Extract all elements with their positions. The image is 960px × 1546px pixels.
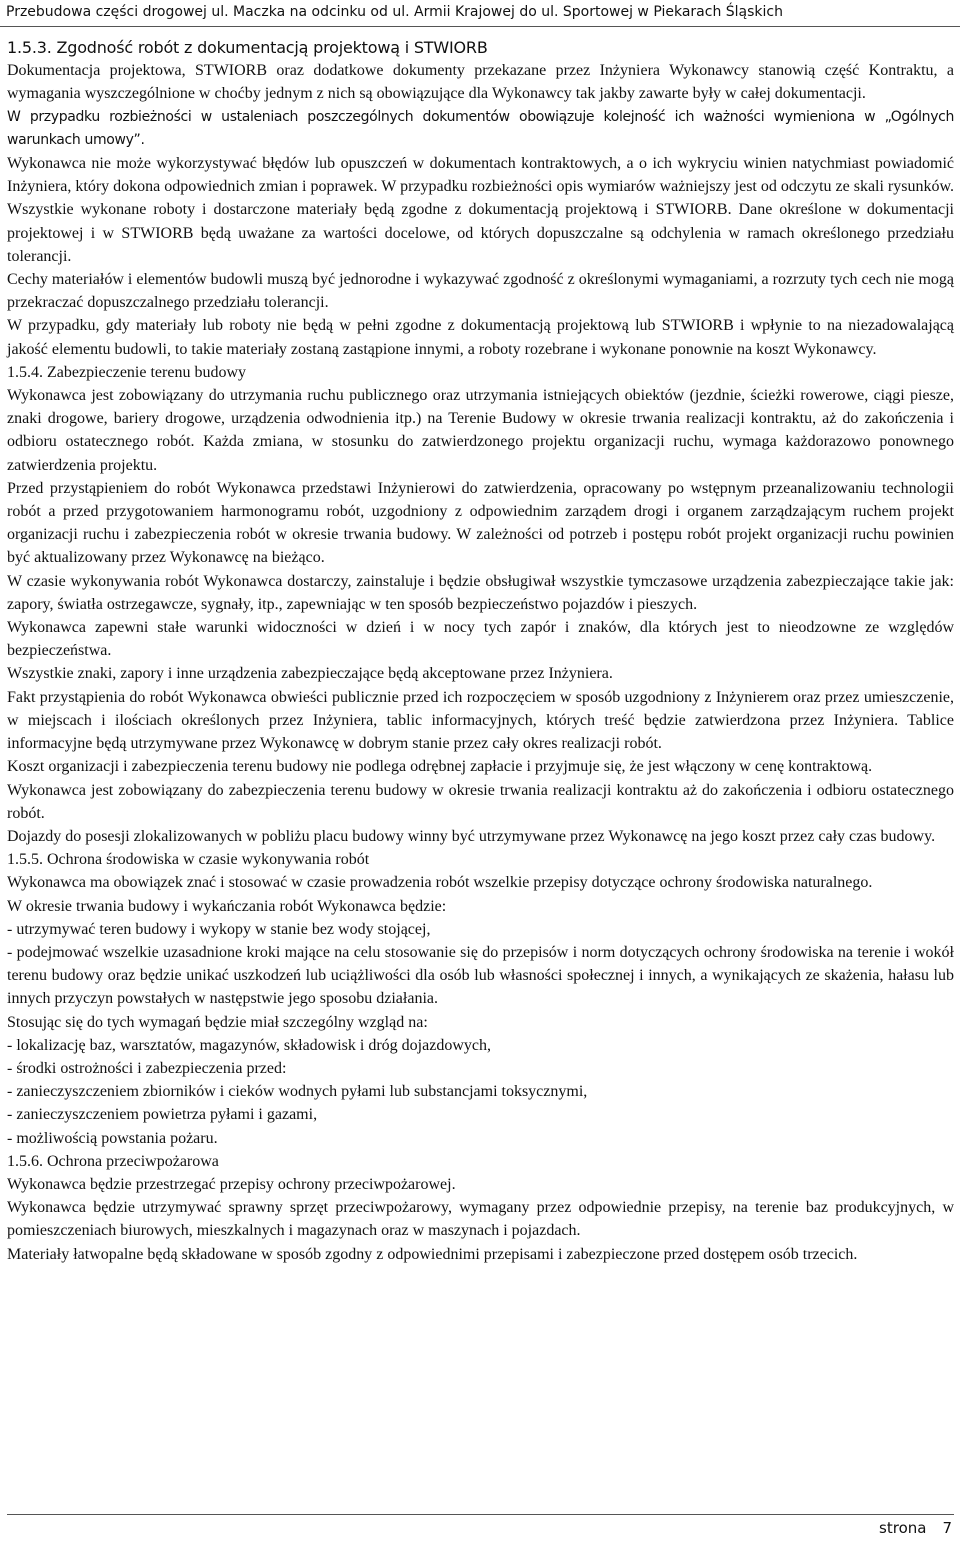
- paragraph: Materiały łatwopalne będą składowane w sposób zgodny z odpowiednimi przepisami i zabezpieczone przed dostępem osób trzecich.: [7, 1245, 858, 1263]
- list-item: - zanieczyszczeniem powietrza pyłami i gazami,: [7, 1106, 318, 1124]
- section-heading-1-5-4: 1.5.4. Zabezpieczenie terenu budowy: [7, 363, 247, 381]
- list-item: - podejmować wszelkie uzasadnione kroki mające na celu stosowanie się do przepisów i norm dotyczących ochrony środowiska na terenie i wokół terenu budowy oraz będzie unikać uszkodzeń lub uciążliwości dla osób lub własności społecznej i innych, a wynikających ze skażenia, hałasu lub innych przyczyn powstałych w następstwie jego sposobu działania.: [7, 943, 954, 1008]
- paragraph: Wykonawca ma obowiązek znać i stosować w czasie prowadzenia robót wszelkie przepisy dotyczące ochrony środowiska naturalnego.: [7, 874, 873, 892]
- list-item: - utrzymywać teren budowy i wykopy w stanie bez wody stojącej,: [7, 920, 431, 938]
- paragraph: W przypadku, gdy materiały lub roboty nie będą w pełni zgodne z dokumentacją projektową lub STWIORB i wpłynie to na niezadowalającą jakość elementu budowli, to takie materiały zostaną zastąpione innymi, a roboty rozebrane i wykonane ponownie na koszt Wykonawcy.: [7, 317, 954, 358]
- footer-rule: [7, 1514, 954, 1515]
- paragraph: Stosując się do tych wymagań będzie miał szczególny wzgląd na:: [7, 1013, 428, 1031]
- paragraph: Wszystkie znaki, zapory i inne urządzenia zabezpieczające będą akceptowane przez Inżyniera.: [7, 665, 613, 683]
- paragraph: W okresie trwania budowy i wykańczania robót Wykonawca będzie:: [7, 897, 447, 915]
- header-title: Przebudowa części drogowej ul. Maczka na odcinku od ul. Armii Krajowej do ul. Sportowej w Piekarach Śląskich: [6, 4, 783, 20]
- paragraph: W przypadku rozbieżności w ustaleniach poszczególnych dokumentów obowiązuje kolejność ich ważności wymieniona w „Ogólnych warunkach umowy”.: [7, 108, 954, 148]
- paragraph: Koszt organizacji i zabezpieczenia terenu budowy nie podlega odrębnej zapłacie i przyjmuje się, że jest włączony w cenę kontraktową.: [7, 758, 873, 776]
- paragraph: Fakt przystąpienia do robót Wykonawca obwieści publicznie przed ich rozpoczęciem w sposób uzgodniony z Inżynierem oraz przez umieszczenie, w miejscach i ilościach określonych przez Inżyniera, tablic informacyjnych, których treść będzie zatwierdzona przez Inżyniera. Tablice informacyjne będą utrzymywane przez Wykonawcę w dobrym stanie przez cały okres realizacji robót.: [7, 688, 954, 753]
- paragraph: Wykonawca będzie utrzymywać sprawny sprzęt przeciwpożarowy, wymagany przez odpowiednie przepisy, na terenie baz produkcyjnych, w pomieszczeniach biurowych, mieszkalnych i magazynach oraz w maszynach i pojazdach.: [7, 1199, 954, 1240]
- list-item: - zanieczyszczeniem zbiorników i cieków wodnych pyłami lub substancjami toksycznymi,: [7, 1083, 588, 1101]
- page-header: [0, 0, 960, 27]
- paragraph: Dojazdy do posesji zlokalizowanych w pobliżu placu budowy winny być utrzymywane przez Wykonawcę na jego koszt przez cały czas budowy.: [7, 827, 936, 845]
- paragraph: Wykonawca będzie przestrzegać przepisy ochrony przeciwpożarowej.: [7, 1175, 456, 1193]
- list-item: - środki ostrożności i zabezpieczenia przed:: [7, 1059, 287, 1077]
- paragraph: Wykonawca jest zobowiązany do zabezpieczenia terenu budowy w okresie trwania realizacji kontraktu aż do zakończenia i odbioru ostatecznego robót.: [7, 781, 954, 822]
- page-footer: [879, 1518, 952, 1538]
- paragraph: Dokumentacja projektowa, STWIORB oraz dodatkowe dokumenty przekazane przez Inżyniera Wykonawcy stanowią część Kontraktu, a wymagania wyszczególnione w choćby jednym z nich są obowiązujące dla Wykonawcy tak jakby zawarte były w całej dokumentacji.: [7, 62, 954, 103]
- paragraph: Przed przystąpieniem do robót Wykonawca przedstawi Inżynierowi do zatwierdzenia, opracowany po wstępnym przeanalizowaniu technologii robót a przed przygotowaniem harmonogramu robót, uzgodniony z odpowiednim zarządem drogi i organem zarządzającym ruchem projekt organizacji ruchu i zabezpieczenia robót w okresie trwania budowy. W zależności od potrzeb i postępu robót projekt organizacji ruchu powinien być aktualizowany przez Wykonawcę na bieżąco.: [7, 479, 954, 567]
- page-label: strona: [879, 1519, 927, 1537]
- paragraph: W czasie wykonywania robót Wykonawca dostarczy, zainstaluje i będzie obsługiwał wszystkie tymczasowe urządzenia zabezpieczające takie jak: zapory, światła ostrzegawcze, sygnały, itp., zapewniając w ten sposób bezpieczeństwo pojazdów i pieszych.: [7, 572, 954, 613]
- list-item: - możliwością powstania pożaru.: [7, 1129, 218, 1147]
- paragraph: Cechy materiałów i elementów budowli muszą być jednorodne i wykazywać zgodność z określonymi wymaganiami, a rozrzuty tych cech nie mogą przekraczać dopuszczalnego przedziału tolerancji.: [7, 271, 954, 312]
- document-body: [7, 36, 954, 1266]
- paragraph: Wykonawca zapewni stałe warunki widoczności w dzień i w nocy tych zapór i znaków, dla których jest to nieodzowne ze względów bezpieczeństwa.: [7, 619, 954, 660]
- paragraph: Wykonawca jest zobowiązany do utrzymania ruchu publicznego oraz utrzymania istniejących obiektów (jezdnie, ścieżki rowerowe, ciągi piesze, znaki drogowe, bariery drogowe, urządzenia odwodnienia itp.) na Terenie Budowy w okresie trwania realizacji kontraktu, aż do zakończenia i odbioru ostatecznego robót. Każda zmiana, w stosunku do zatwierdzonego projektu organizacji ruchu, wymaga każdorazowo ponownego zatwierdzenia projektu.: [7, 387, 954, 474]
- page-number: 7: [942, 1519, 952, 1537]
- section-heading-1-5-5: 1.5.5. Ochrona środowiska w czasie wykonywania robót: [7, 851, 370, 869]
- list-item: - lokalizację baz, warsztatów, magazynów, składowisk i dróg dojazdowych,: [7, 1036, 491, 1054]
- section-heading-1-5-3: 1.5.3. Zgodność robót z dokumentacją projektową i STWIORB: [7, 38, 488, 57]
- paragraph: Wykonawca nie może wykorzystywać błędów lub opuszczeń w dokumentach kontraktowych, a o ich wykryciu winien natychmiast powiadomić Inżyniera, który dokona odpowiednich zmian i poprawek. W przypadku rozbieżności opis wymiarów ważniejszy jest od odczytu ze skali rysunków. Wszystkie wykonane roboty i dostarczone materiały będą zgodne z dokumentacją projektową i STWIORB. Dane określone w dokumentacji projektowej i w STWIORB będą uważane za wartości docelowe, od których dopuszczalne są odchylenia w ramach określonego przedziału tolerancji.: [7, 155, 954, 265]
- section-heading-1-5-6: 1.5.6. Ochrona przeciwpożarowa: [7, 1152, 219, 1170]
